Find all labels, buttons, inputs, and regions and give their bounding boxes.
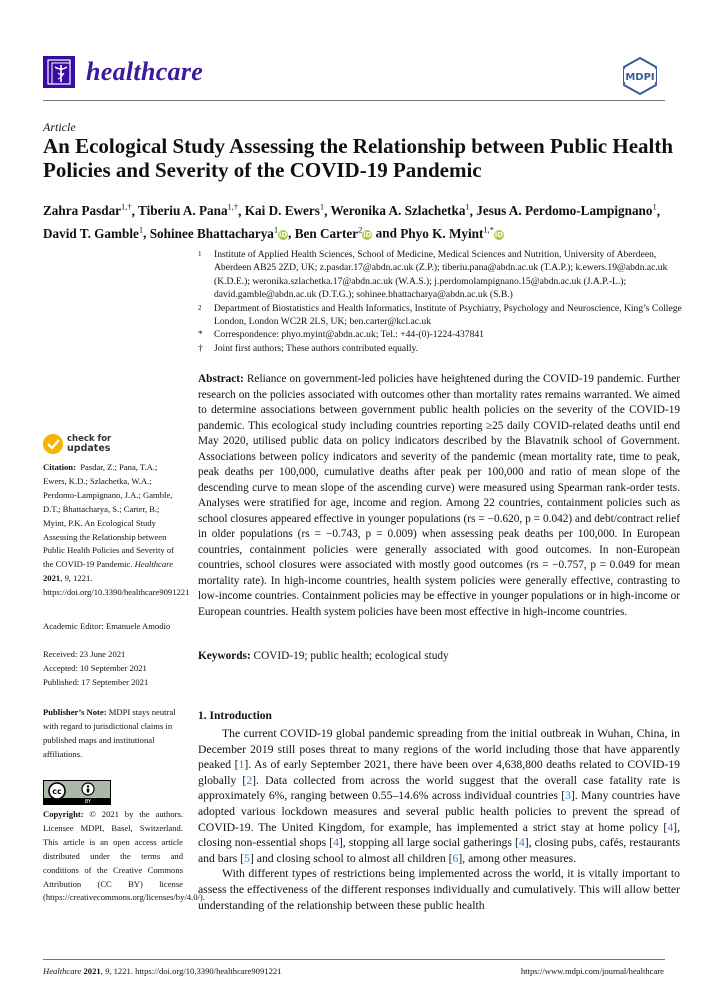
- received-date: Received: 23 June 2021: [43, 649, 126, 659]
- header-divider: [43, 100, 665, 101]
- svg-text:cc: cc: [52, 787, 62, 796]
- orcid-icon[interactable]: iD: [494, 230, 504, 239]
- orcid-icon[interactable]: iD: [363, 230, 372, 239]
- check-for-updates-button[interactable]: check for updates: [43, 434, 111, 454]
- citation-link[interactable]: 1: [238, 758, 245, 772]
- article-type: Article: [43, 120, 76, 134]
- citation-link[interactable]: 4: [667, 820, 674, 834]
- publishers-note: Publisher’s Note: MDPI stays neutral with regard to jurisdictional claims in published maps and institutional affiliations.: [43, 707, 176, 759]
- published-date: Published: 17 September 2021: [43, 676, 149, 687]
- author[interactable]: Kai D. Ewers$^1$: [244, 202, 325, 219]
- citation-link[interactable]: 4: [518, 836, 525, 850]
- author[interactable]: Zahra Pasdar$^{1,\dagger}$: [43, 202, 132, 219]
- author[interactable]: Weronika A. Szlachetka$^1$: [330, 202, 470, 219]
- citation-link[interactable]: 2: [246, 773, 253, 787]
- svg-text:MDPI: MDPI: [625, 72, 655, 83]
- author[interactable]: Ben Carter$^2$: [294, 224, 363, 241]
- section-heading-introduction: 1. Introduction: [198, 710, 272, 722]
- author[interactable]: David T. Gamble$^1$: [43, 224, 144, 241]
- affiliation: 2 Department of Biostatistics and Health Informatics, Institute of Psychiatry, Psychology and Neuroscience, King’s College London, London WC2R 2LS, UK; ben.carter@kcl.ac.uk: [198, 302, 682, 328]
- introduction-text: [198, 726, 680, 913]
- caduceus-icon: [43, 56, 75, 88]
- accepted-date: Accepted: 10 September 2021: [43, 662, 147, 673]
- footer-citation: Healthcare 2021, 9, 1221. https://doi.org/10.3390/healthcare9091221: [43, 966, 282, 976]
- keywords: Keywords: COVID-19; public health; ecological study: [198, 650, 449, 662]
- author[interactable]: Tiberiu A. Pana$^{1,\dagger}$: [138, 202, 239, 219]
- orcid-icon[interactable]: iD: [279, 230, 288, 239]
- footer-divider: [43, 959, 665, 960]
- citation-link[interactable]: 6: [452, 851, 459, 865]
- mdpi-hexagon-icon: [620, 56, 660, 96]
- citation-link[interactable]: 3: [565, 789, 572, 803]
- creative-commons-icon: [44, 781, 110, 804]
- publication-dates: [43, 648, 183, 690]
- citation: Citation: Pasdar, Z.; Pana, T.A.; Ewers, K.D.; Szlachetka, W.A.; Perdomo-Lampignano, J.A.; Gamble, D.T.; Bhattacharya, S.; Carter, B.; Myint, P.K. An Ecological Study Assessing the Relationship between Public Health Policies and Severity of the COVID-19 Pandemic. Healthcare 2021, 9, 1221. https://doi.org/10.3390/healthcare9091221: [43, 462, 190, 598]
- affiliation: 1 Institute of Applied Health Sciences, School of Medicine, Medical Sciences and Nutrition, University of Aberdeen, Aberdeen AB25 2ZD, UK; z.pasdar.17@abdn.ac.uk (Z.P.); tiberiu.pana@abdn.ac.uk (T.A.P.); k.ewers.19@abdn.ac.uk (K.D.E.); weronika.szlachetka.17@abdn.ac.uk (W.A.S.); j.perdomolampignano.15@abdn.ac.uk (J.A.P.-L.); david.gamble@abdn.ac.uk (D.T.G.); sohinee.bhattacharya@abdn.ac.uk (S.B.): [198, 249, 668, 301]
- paragraph: With different types of restrictions being implemented across the world, it is vitally important to assess the effectiveness of the different responses individually and cumulatively. This will allow better understanding of the relationship between these public health: [198, 867, 680, 912]
- copyright-notice: Copyright: © 2021 by the authors. Licensee MDPI, Basel, Switzerland. This article is an open access article distributed under the terms and conditions of the Creative Commons Attribution (CC BY) license (https://creativecommons.org/licenses/by/4.0/).: [43, 809, 205, 903]
- academic-editor: Academic Editor: Emanuele Amodio: [43, 621, 171, 631]
- doi-link[interactable]: , 1221. https://doi.org/10.3390/healthcare9091221: [43, 573, 190, 598]
- author-list: Zahra Pasdar$^{1,\dagger}$, Tiberiu A. Pana$^{1,\dagger}$, Kai D. Ewers$^1$, Weronika A. Szlachetka$^1$, Jesus A. Perdomo-Lampignano$^1$, David T. Gamble$^1$, Sohinee Bhattacharya$^1$iD, Ben Carter$^2$iD and Phyo K. Myint$^{1,*}$iD: [43, 202, 661, 241]
- correspondence: * Correspondence: phyo.myint@abdn.ac.uk; Tel.: +44-(0)-1224-437841: [198, 329, 484, 341]
- author[interactable]: Sohinee Bhattacharya$^1$: [149, 224, 279, 241]
- article-title: An Ecological Study Assessing the Relationship between Public Health Policies and Severity of the COVID-19 Pandemic: [43, 134, 674, 182]
- affiliations: [198, 248, 688, 355]
- citation-link[interactable]: 4: [333, 836, 339, 850]
- journal-name[interactable]: healthcare: [86, 57, 204, 86]
- citation-link[interactable]: 5: [244, 851, 250, 865]
- paragraph: The current COVID-19 global pandemic spreading from the initial outbreak in Wuhan, China, in December 2019 still poses threat to many regions of the world including those that have apparently peaked [1]. As of early September 2021, there have been over 4,638,800 deaths related to COVID-19 globally [2]. Data collected from across the world suggest that the overall case fatality rate is approximately 6%, ranging between 0.55–14.6% across individual countries [3]. Many countries have adopted various lockdown measures and several public health policies to prevent the spread of COVID-19. The United Kingdom, for example, has implemented a strict stay at home policy [4], closing non-essential shops [4], stopping all large social gatherings [4], closing pubs, cafés, restaurants and bars [5] and closing school to almost all children [6], among other measures.: [198, 727, 681, 865]
- footer-doi-link[interactable]: , 1221. https://doi.org/10.3390/healthcare9091221: [109, 966, 282, 976]
- journal-logo[interactable]: [43, 56, 75, 88]
- mdpi-logo[interactable]: [620, 56, 660, 96]
- author[interactable]: Jesus A. Perdomo-Lampignano$^1$: [476, 202, 657, 219]
- cc-by-license-badge[interactable]: [43, 780, 111, 805]
- abstract: Abstract: Reliance on government-led policies have heightened during the COVID-19 pandemic. Further research on the policies associated with outcomes other than mortality rates remains warranted. We aimed to determine associations between government public health policies on the severity of the COVID-19 pandemic. This ecological study including countries reporting ≥25 daily COVID-related deaths until end May 2020, utilised public data on policy indicators described by the Blavatnik school of Government. Associations between policy indicators and severity of the pandemic (mean mortality rate, time to peak, peak deaths per 100,000, cumulative deaths after peak per 100,000 and ratio of mean slope of the descending curve to mean slope of the ascending curve) were measured using Spearman rank-order tests. Analyses were stratified for age, income and region. Among 22 countries, containment policies such as school closures appeared effective in younger populations (rs = −0.620, p = 0.042) and debt/contract relief in older populations (rs = −0.743, p = 0.009) when assessing peak deaths per 100,000. In European countries, containment policies were generally associated with good outcomes. In non-European countries, school closures were associated with mostly good outcomes (rs = −0.757, p = 0.049 for mean mortality rate). In high-income countries, health system policies were generally effective, contrasting to low-income countries. Containment policies may be effective in younger populations or in high-income or European countries. Health system policies have been most effective in high-income countries.: [198, 373, 680, 618]
- journal-url-link[interactable]: https://www.mdpi.com/journal/healthcare: [520, 966, 664, 976]
- joint-authors-note: † Joint first authors; These authors contributed equally.: [198, 342, 419, 354]
- author[interactable]: Phyo K. Myint$^{1,*}$: [400, 224, 494, 241]
- svg-text:BY: BY: [84, 799, 92, 804]
- checkmark-icon: [43, 434, 63, 454]
